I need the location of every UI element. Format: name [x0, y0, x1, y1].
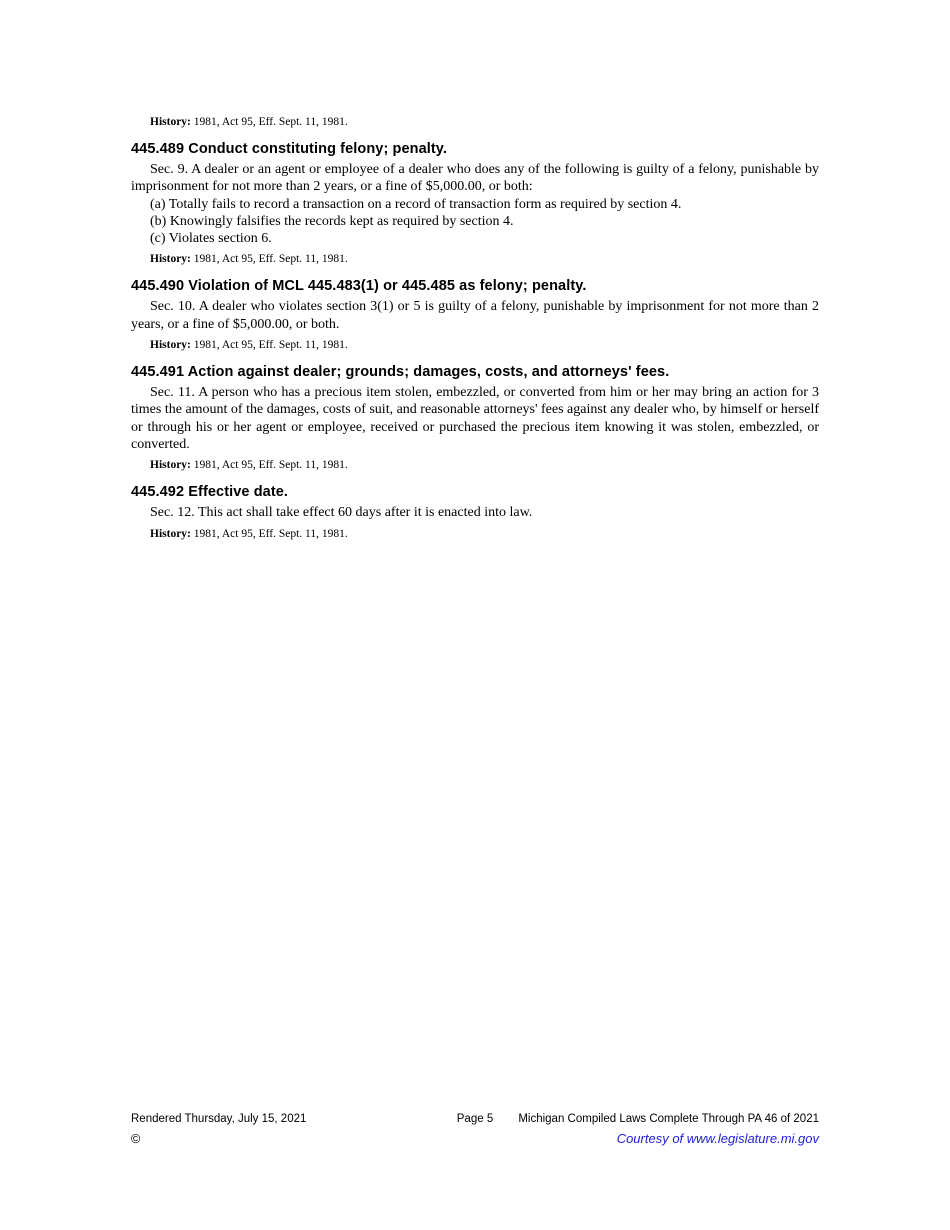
history-label: History:	[150, 253, 191, 266]
law-section-445-491	[131, 364, 819, 472]
law-section-445-490	[131, 278, 819, 352]
page-footer	[131, 1112, 819, 1146]
paragraph: (a) Totally fails to record a transaction on a record of transaction form as required by section 4.	[150, 196, 682, 212]
compiled-through-note: Michigan Compiled Laws Complete Through PA 46 of 2021	[518, 1113, 819, 1125]
section-heading: 445.492 Effective date.	[131, 484, 289, 501]
paragraph: Sec. 10. A dealer who violates section 3(1) or 5 is guilty of a felony, punishable by imprisonment for not more than 2 years, or a fine of $5,000.00, or both.	[131, 299, 819, 332]
history-line	[131, 115, 819, 129]
history-text: 1981, Act 95, Eff. Sept. 11, 1981.	[193, 339, 348, 352]
paragraph: Sec. 11. A person who has a precious item stolen, embezzled, or converted from him or her may bring an action for 3 times the amount of the damages, costs of suit, and reasonable attorneys' fees against any dealer who, by himself or herself or through his or her agent or employee, received or purchased the precious item knowing it was stolen, embezzled, or converted.	[131, 385, 819, 452]
courtesy-link[interactable]: Courtesy of www.legislature.mi.gov	[616, 1131, 819, 1146]
paragraph: Sec. 9. A dealer or an agent or employee of a dealer who does any of the following is guilty of a felony, punishable by imprisonment for not more than 2 years, or a fine of $5,000.00, or both:	[131, 162, 819, 195]
history-line	[131, 458, 819, 472]
history-label: History:	[150, 459, 191, 472]
law-section-445-489	[131, 141, 819, 266]
history-label: History:	[150, 527, 191, 540]
history-text: 1981, Act 95, Eff. Sept. 11, 1981.	[193, 253, 348, 266]
section-heading: 445.489 Conduct constituting felony; penalty.	[131, 141, 448, 157]
history-line	[131, 338, 819, 352]
section-heading: 445.491 Action against dealer; grounds; damages, costs, and attorneys' fees.	[131, 364, 670, 381]
history-text: 1981, Act 95, Eff. Sept. 11, 1981.	[193, 116, 348, 128]
history-line	[131, 527, 819, 541]
history-text: 1981, Act 95, Eff. Sept. 11, 1981.	[193, 459, 348, 472]
footer-courtesy-row	[131, 1132, 819, 1146]
history-text: 1981, Act 95, Eff. Sept. 11, 1981.	[193, 527, 348, 540]
law-section-445-492	[131, 484, 819, 540]
statute-content	[131, 110, 819, 541]
history-label: History:	[150, 116, 191, 128]
copyright-symbol: ©	[131, 1132, 141, 1146]
paragraph: (c) Violates section 6.	[150, 231, 272, 247]
section-heading: 445.490 Violation of MCL 445.483(1) or 445.485 as felony; penalty.	[131, 278, 587, 295]
rendered-date: Rendered Thursday, July 15, 2021	[131, 1113, 307, 1125]
footer-status-row	[131, 1112, 819, 1126]
history-label: History:	[150, 339, 191, 352]
page-number: Page 5	[456, 1113, 494, 1125]
paragraph: Sec. 12. This act shall take effect 60 days after it is enacted into law.	[150, 505, 533, 521]
paragraph: (b) Knowingly falsifies the records kept as required by section 4.	[150, 213, 514, 229]
history-line	[131, 252, 819, 266]
